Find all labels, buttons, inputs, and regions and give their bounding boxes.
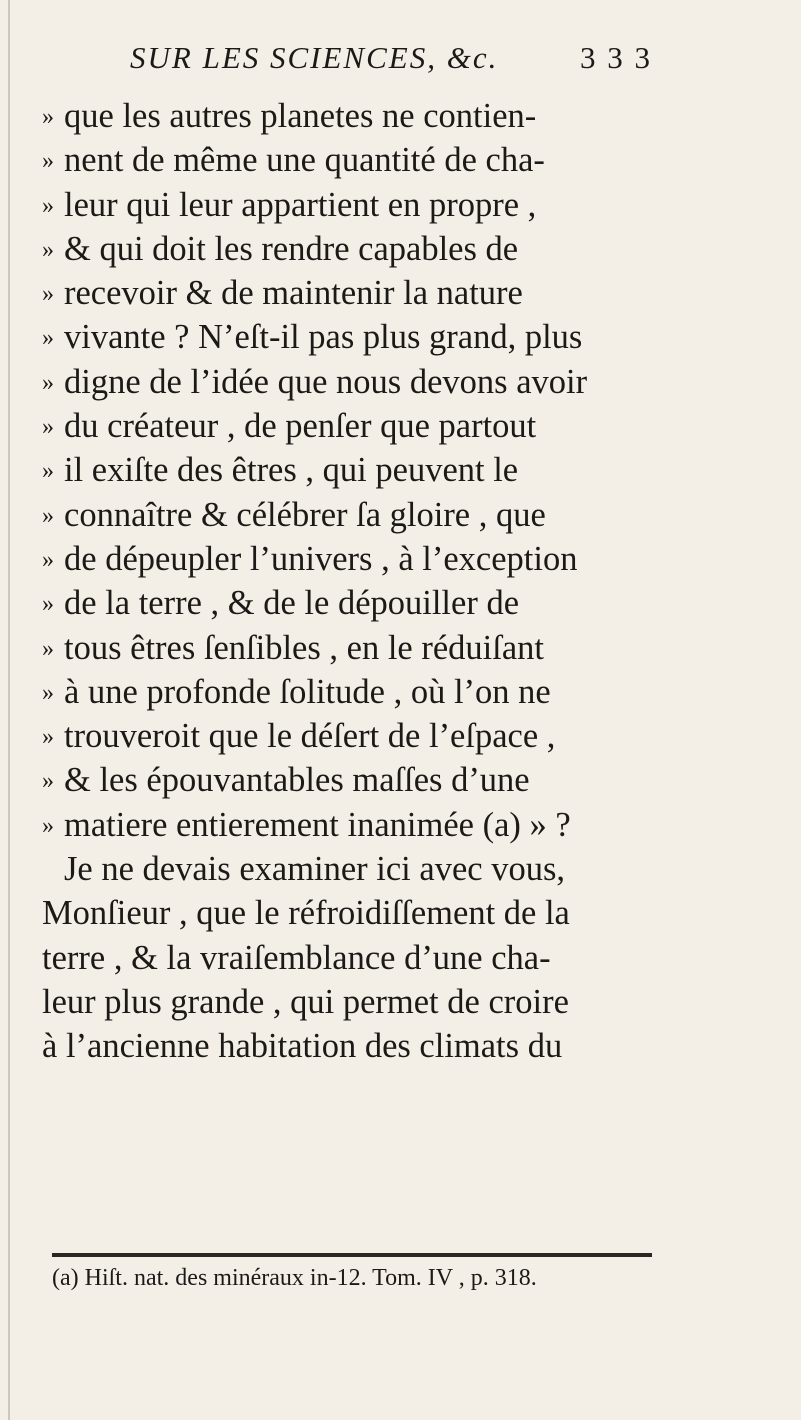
line-text: & les épouvantables maſſes d’une [64,761,530,800]
quoted-line [42,183,682,227]
quoted-line [42,670,682,714]
footnote-rule [52,1253,652,1257]
quoted-line [42,581,682,625]
quote-mark: » [42,502,54,529]
quote-mark: » [42,148,54,175]
quoted-line [42,758,682,802]
quoted-line [42,271,682,315]
quoted-line [42,537,682,581]
paragraph-line: Monſieur , que le réfroidiſſement de la [42,894,570,933]
line-text: à une profonde ſolitude , où l’on ne [64,672,551,711]
quote-mark: » [42,325,54,352]
quote-mark: » [42,724,54,751]
running-header [130,40,670,84]
line-text: matiere entierement inanimée (a) » ? [64,805,571,844]
line-text: nent de même une quantité de cha- [64,141,545,180]
line-text: de la terre , & de le dépouiller de [64,584,520,623]
quote-mark: » [42,236,54,263]
line-text: recevoir & de maintenir la nature [64,274,523,313]
line-text: connaître & célébrer ſa gloire , que [64,495,546,534]
quote-mark: » [42,104,54,130]
quote-mark: » [42,679,54,706]
quoted-line [42,315,682,359]
quote-mark: » [42,591,54,618]
quoted-line [42,94,682,138]
quoted-line [42,448,682,492]
quoted-line [42,493,682,537]
body-text [42,94,682,1069]
line-text: du créateur , de penſer que partout [64,407,537,446]
line-text: & qui doit les rendre capables de [64,229,519,268]
quote-mark: » [42,812,54,839]
paragraph-line: terre , & la vraiſemblance d’une cha- [42,938,551,977]
quoted-line [42,404,682,448]
paragraph-line: Je ne devais examiner ici avec vous, [64,850,566,889]
quote-mark: » [42,768,54,795]
quote-mark: » [42,192,54,219]
quote-mark: » [42,281,54,308]
line-text: digne de l’idée que nous devons avoir [64,362,588,401]
line-text: que les autres planetes ne contien- [64,97,537,135]
page-edge [8,0,10,1420]
quote-mark: » [42,635,54,662]
line-text: tous êtres ſenſibles , en le réduiſant [64,628,544,667]
quoted-line [42,626,682,670]
line-text: leur qui leur appartient en propre , [64,185,537,224]
page-number: 3 3 3 [580,40,652,75]
quote-mark: » [42,458,54,485]
paragraph-line: à l’ancienne habitation des climats du [42,1027,563,1066]
quote-mark: » [42,414,54,441]
footnote: (a) Hiſt. nat. des minéraux in-12. Tom. IV , p. 318. [52,1265,537,1291]
quoted-line [42,714,682,758]
line-text: vivante ? N’eſt-il pas plus grand, plus [64,318,583,357]
line-text: trouveroit que le déſert de l’eſpace , [64,717,556,756]
line-text: de dépeupler l’univers , à l’exception [64,539,578,578]
quote-mark: » [42,369,54,396]
quoted-line [42,138,682,182]
quote-mark: » [42,546,54,573]
quoted-line [42,803,682,847]
quoted-line [42,227,682,271]
paragraph-line: leur plus grande , qui permet de croire [42,982,569,1021]
line-text: il exiſte des êtres , qui peuvent le [64,451,519,490]
running-title: SUR LES SCIENCES, &c. [130,40,499,75]
quoted-line [42,360,682,404]
